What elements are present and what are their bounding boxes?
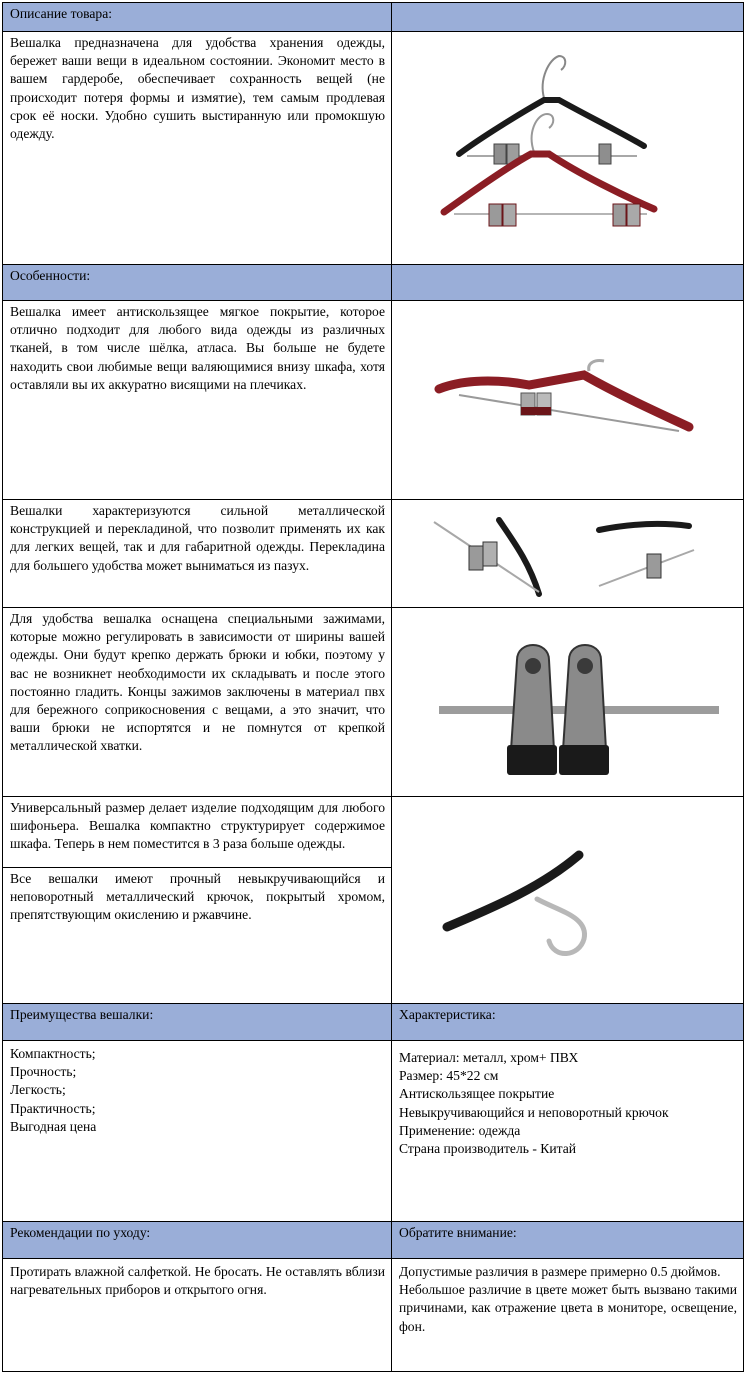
feature-text: Все вешалки имеют прочный невыкручивающийся и неповоротный металлический крючок, покрытый хромом, препятствующим окислению и ржавчине. xyxy=(10,871,385,923)
advantages-header xyxy=(2,1003,392,1041)
list-item: Прочность; xyxy=(10,1064,77,1080)
clips-image xyxy=(399,610,739,792)
attention-item: Допустимые различия в размере примерно 0.5 дюймов. xyxy=(399,1264,721,1279)
description-header xyxy=(2,2,392,32)
care-text: Протирать влажной салфеткой. Не бросать. Не оставлять вблизи нагревательных приборов и открытого огня. xyxy=(10,1264,385,1298)
feature-cell xyxy=(2,499,392,608)
list-item: Легкость; xyxy=(10,1082,66,1098)
care-cell xyxy=(2,1258,392,1372)
feature-image-cell xyxy=(391,796,744,1004)
attention-item: Небольшое различие в цвете может быть вызвано такими причинами, как отражение цвета в мониторе, освещение, фон. xyxy=(399,1282,737,1334)
feature-image-cell xyxy=(391,499,744,608)
list-item: Антискользящее покрытие xyxy=(399,1086,555,1102)
care-header xyxy=(2,1221,392,1259)
feature-cell xyxy=(2,607,392,797)
feature-cell xyxy=(2,796,392,868)
care-header-text: Рекомендации по уходу: xyxy=(10,1225,151,1240)
feature-text: Вешалка имеет антискользящее мягкое покрытие, которое отлично подходит для любого вида одежды из различных тканей, в том числе шёлка, атласа. Вы больше не будете находить свои любимые вещи валяющимися внизу шкафа, хотя оставляли вы их аккуратно висящими на плечиках. xyxy=(10,304,385,392)
advantages-header-text: Преимущества вешалки: xyxy=(10,1007,154,1022)
hook-image xyxy=(399,799,739,999)
list-item: Невыкручивающийся и неповоротный крючок xyxy=(399,1104,669,1120)
specs-header-text: Характеристика: xyxy=(399,1007,496,1022)
list-item: Материал: металл, хром+ ПВХ xyxy=(399,1050,579,1065)
description-text: Вешалка предназначена для удобства хранения одежды, бережет ваши вещи в идеальном состоянии. Экономит место в вашем гардеробе, обеспечивает сохранность вещей (не происходит потеря формы и измятие), тем самым продлевая срок её носки. Удобно сушить выстиранную или промокшую одежду. xyxy=(10,35,385,142)
attention-header xyxy=(391,1221,744,1259)
feature-text: Вешалки характеризуются сильной металлической конструкцией и перекладиной, что позволит применять их как для легких вещей, так и для габаритной одежды. Перекладина для большего удобства может выниматься из пазух. xyxy=(10,503,385,573)
description-cell xyxy=(2,31,392,265)
product-table xyxy=(2,2,744,1372)
specs-cell xyxy=(391,1040,744,1222)
list-item: Размер: 45*22 см xyxy=(399,1068,499,1084)
attention-cell xyxy=(391,1258,744,1372)
features-header-right xyxy=(391,264,744,301)
feature-text: Для удобства вешалка оснащена специальными зажимами, которые можно регулировать в зависимости от ширины вашей одежды. Они будут крепко держать брюки и юбки, поэтому у вас не возникнет необходимости их складывать и после этого постоянно гладить. Концы зажимов заключены в материал пвх для бережного соприкосновения с вещами, а это значит, что ваши брюки не испортятся и не помнутся от крепкой металлической хватки. xyxy=(10,611,385,754)
feature-image-cell xyxy=(391,300,744,500)
description-header-right xyxy=(391,2,744,32)
red-hanger-image xyxy=(399,303,739,495)
list-item: Практичность; xyxy=(10,1100,96,1116)
list-item: Компактность; xyxy=(10,1046,96,1061)
features-header-text: Особенности: xyxy=(10,268,91,283)
attention-header-text: Обратите внимание: xyxy=(399,1225,517,1240)
feature-cell xyxy=(2,867,392,1004)
advantages-cell xyxy=(2,1040,392,1222)
description-image-cell xyxy=(391,31,744,265)
feature-image-cell xyxy=(391,607,744,797)
features-header xyxy=(2,264,392,301)
list-item: Выгодная цена xyxy=(10,1118,97,1134)
feature-cell xyxy=(2,300,392,500)
specs-header xyxy=(391,1003,744,1041)
hanger-bar-detail-image xyxy=(399,502,739,603)
feature-text: Универсальный размер делает изделие подходящим для любого шифоньера. Вешалка компактно структурирует содержимое шкафа. Теперь в нем поместится в 3 раза больше одежды. xyxy=(10,800,385,852)
description-header-text: Описание товара: xyxy=(10,6,113,21)
list-item: Страна производитель - Китай xyxy=(399,1141,577,1157)
hanger-pair-image xyxy=(399,34,739,260)
list-item: Применение: одежда xyxy=(399,1122,521,1138)
